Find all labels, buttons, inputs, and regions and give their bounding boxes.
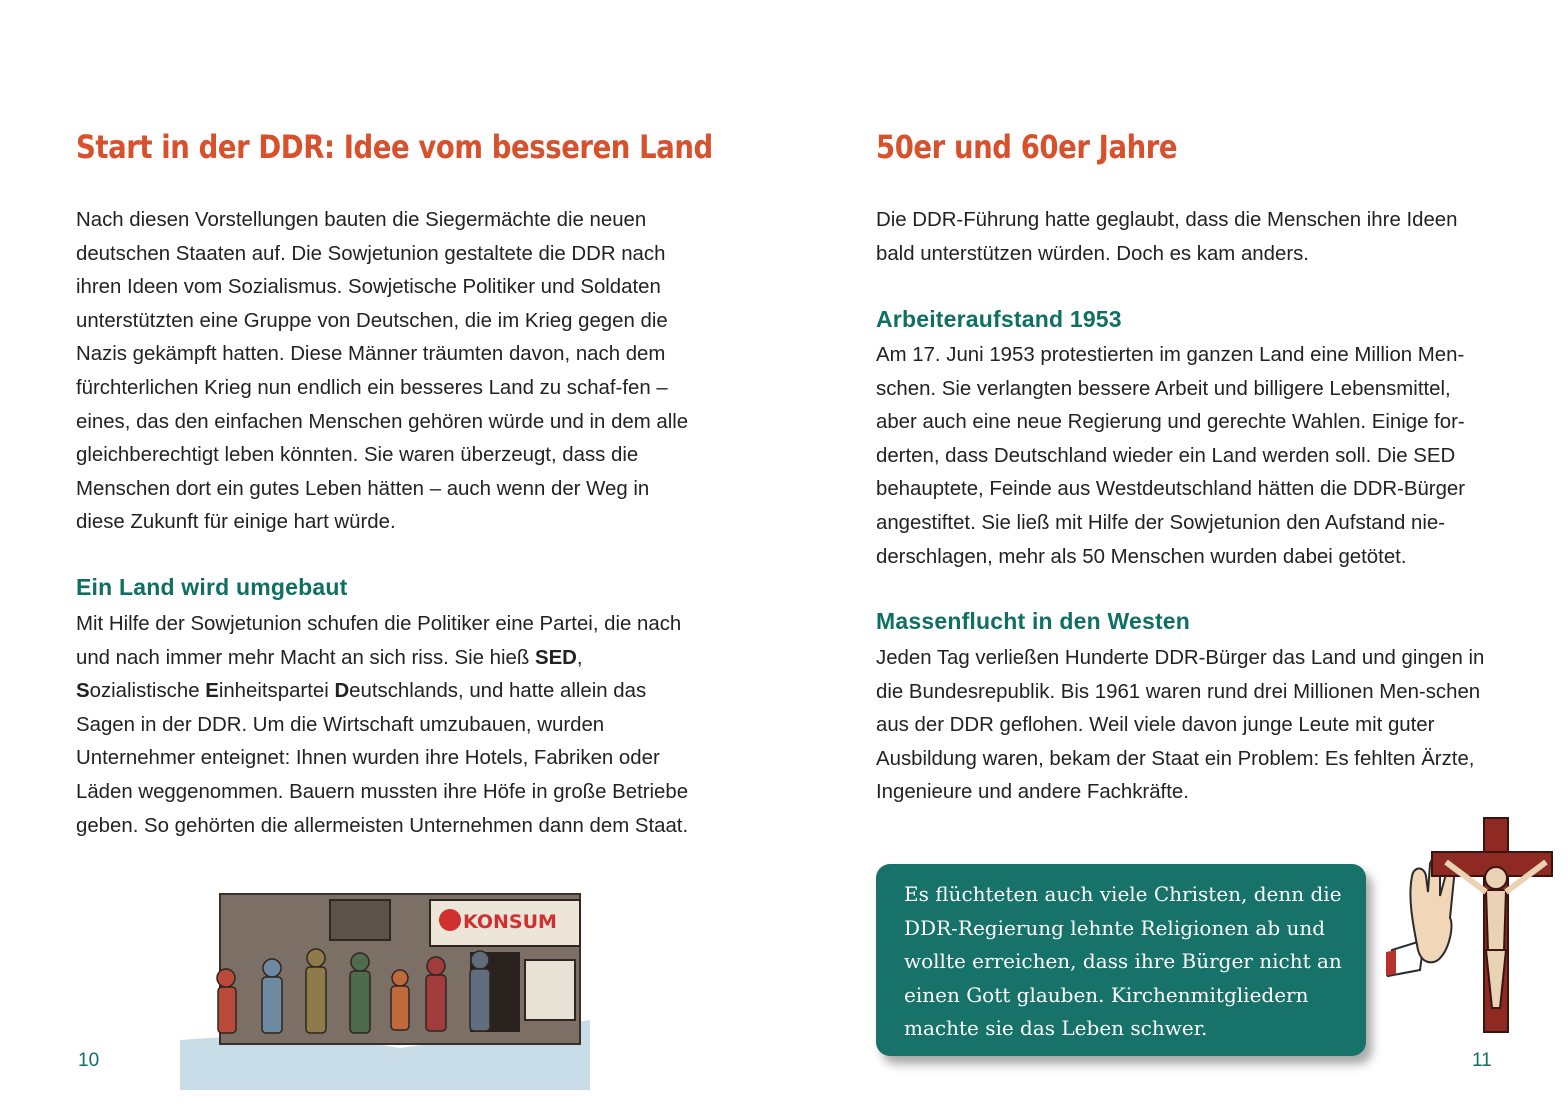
left-intro-paragraph: Nach diesen Vorstellungen bauten die Siegermächte die neuen deutschen Staaten auf. Die Sowjetunion gestaltete die DDR nach ihren Ideen vom Sozialismus. Sowjetische Politiker und Soldaten unterstützten eine Gruppe von Deutschen, die im Krieg gegen die Nazis gekämpft hatten. Diese Männer träumten davon, nach dem fürchterlichen Krieg nun endlich ein besseres Land zu schaf-fen – eines, das den einfachen Menschen gehören würde und in dem alle gleichberechtigt leben könnten. Sie waren überzeugt, dass die Menschen dort ein gutes Leben hätten – auch wenn der Weg in diese Zukunft für einige hart würde. xyxy=(76,209,689,534)
section-heading-massenflucht: Massenflucht in den Westen xyxy=(876,608,1191,634)
sed-letter-s: S xyxy=(76,680,90,703)
page-number-right: 11 xyxy=(1472,1050,1492,1071)
section-text-part1: Mit Hilfe der Sowjetunion schufen die Politiker eine Partei, die nach und nach immer mehr Macht an sich riss. Sie hieß xyxy=(76,613,682,669)
konsum-sign: KONSUM xyxy=(463,911,557,933)
section-heading-arbeiteraufstand: Arbeiteraufstand 1953 xyxy=(876,306,1122,332)
left-section-heading: Ein Land wird umgebaut xyxy=(76,574,348,600)
left-section-paragraph: Mit Hilfe der Sowjetunion schufen die Politiker eine Partei, die nach und nach immer mehr Macht an sich riss. Sie hieß SED, Sozialistische Einheitspartei Deutschlands, und hatte allein das Sagen in der DDR. Um die Wirtschaft umzubauen, wurden Unternehmer enteignet: Ihnen wurden ihre Hotels, Fabriken oder Läden weggenommen. Bauern mussten ihre Höfe in große Betriebe geben. So gehörten die allermeisten Unternehmen dann dem Staat. xyxy=(76,613,689,837)
queue-illustration xyxy=(180,890,590,1090)
sed-word-1: ozialistische xyxy=(89,680,206,703)
right-intro-paragraph: Die DDR-Führung hatte geglaubt, dass die Menschen ihre Ideen bald unterstützen würden. Doch es kam anders. xyxy=(876,209,1458,265)
hand-crucifix-illustration xyxy=(1374,800,1559,1040)
sed-word-3: eutschlands xyxy=(349,680,458,703)
sed-letter-e: E xyxy=(205,680,219,703)
page-number-left: 10 xyxy=(78,1050,100,1071)
left-page-title: Start in der DDR: Idee vom besseren Land xyxy=(76,128,713,166)
sed-word-2: inheitspartei xyxy=(218,680,335,703)
sed-letter-d: D xyxy=(334,680,350,703)
right-page xyxy=(784,0,1568,1116)
right-page-title: 50er und 60er Jahre xyxy=(876,128,1178,166)
info-box xyxy=(876,864,1366,1056)
info-box-text: Es flüchteten auch viele Christen, denn die DDR-Regierung lehnte Religionen ab und wollte erreichen, dass ihre Bürger nicht an einen Gott glauben. Kirchenmitgliedern machte sie das Leben schwer. xyxy=(904,882,1342,1041)
section-text-arbeiteraufstand: Am 17. Juni 1953 protestierten im ganzen Land eine Million Men-schen. Sie verlangten bessere Arbeit und billigere Lebensmittel, aber auch eine neue Regierung und gerechte Wahlen. Einige for-derten, dass Deutschland wieder ein Land werden soll. Die SED behauptete, Feinde aus Westdeutschland hätten die DDR-Bürger angestiftet. Sie ließ mit Hilfe der Sowjetunion den Aufstand nie-derschlagen, mehr als 50 Menschen wurden dabei getötet. xyxy=(876,344,1466,568)
section-text-part2: , und hatte allein das Sagen in der DDR. Um die Wirtschaft umzubauen, wurden Unternehmer enteignet: Ihnen wurden ihre Hotels, Fabriken oder Läden weggenommen. Bauern mussten ihre Höfe in große Betriebe geben. So gehörten die allermeisten Unternehmen dann dem Staat. xyxy=(76,680,689,837)
sed-abbreviation: SED xyxy=(534,646,577,669)
section-text-massenflucht: Jeden Tag verließen Hunderte DDR-Bürger das Land und gingen in die Bundesrepublik. Bis 1961 waren rund drei Millionen Men-schen aus der DDR geflohen. Weil viele davon junge Leute mit guter Ausbildung waren, bekam der Staat ein Problem: Es fehlten Ärzte, Ingenieure und andere Fachkräfte. xyxy=(876,647,1485,804)
